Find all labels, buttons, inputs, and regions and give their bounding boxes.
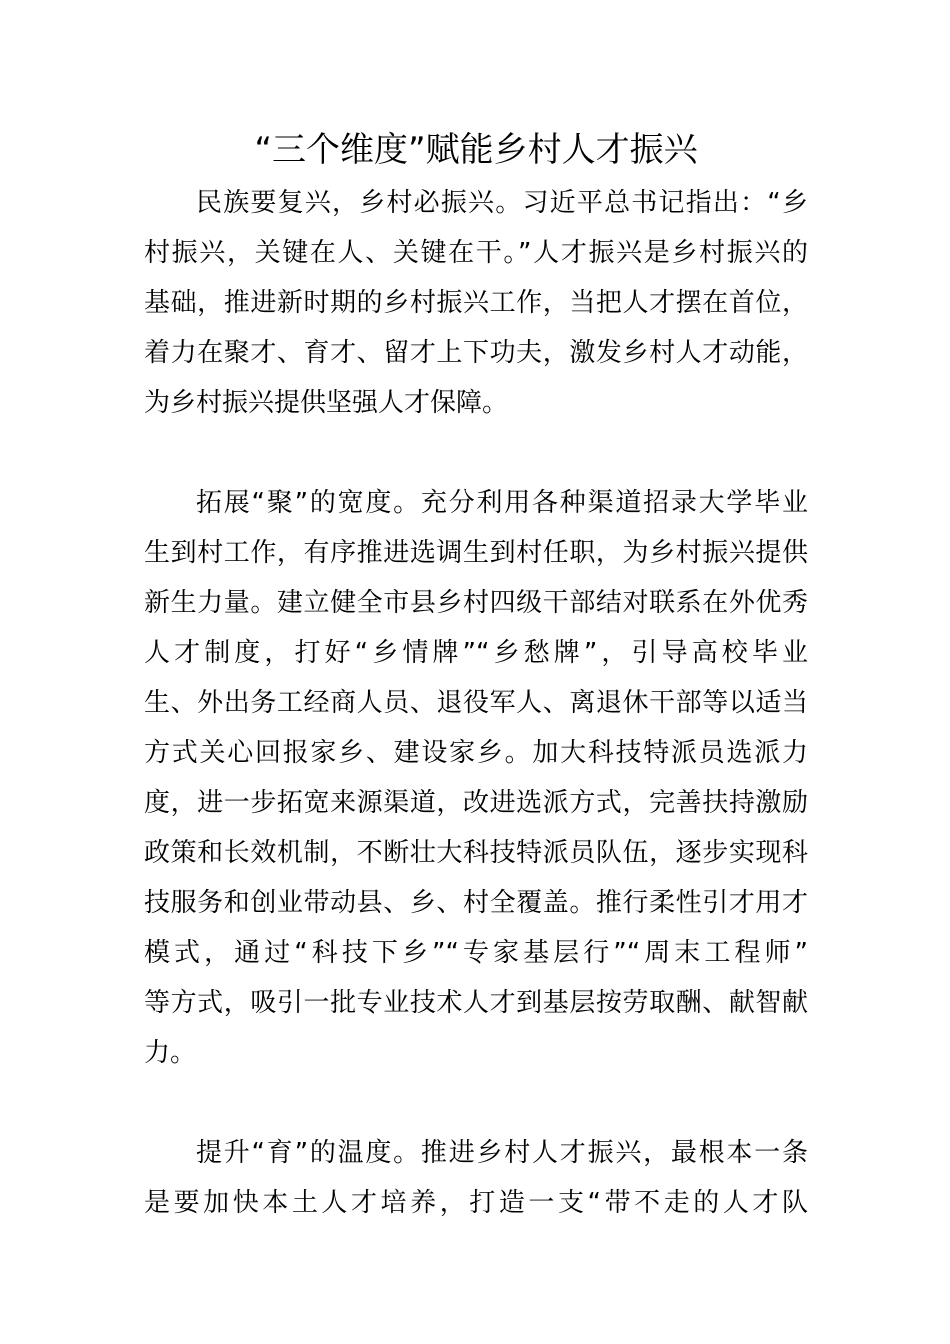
paragraph-line: 拓展“聚”的宽度。充分利用各种渠道招录大学毕业 xyxy=(196,488,808,518)
paragraph-line: 生到村工作，有序推进选调生到村任职，为乡村振兴提供 xyxy=(144,538,808,568)
paragraph-line: 政策和长效机制，不断壮大科技特派员队伍，逐步实现科 xyxy=(144,838,808,868)
paragraph-line: 民族要复兴，乡村必振兴。习近平总书记指出：“乡 xyxy=(196,188,808,218)
paragraph-gather xyxy=(144,478,808,1078)
paragraph-line: 基础，推进新时期的乡村振兴工作，当把人才摆在首位， xyxy=(144,288,808,318)
paragraph-line: 为乡村振兴提供坚强人才保障。 xyxy=(144,388,509,418)
document-page xyxy=(144,122,808,1228)
document-body xyxy=(144,178,808,1228)
paragraph-line: 着力在聚才、育才、留才上下功夫，激发乡村人才动能， xyxy=(144,338,808,368)
paragraph-intro xyxy=(144,178,808,428)
paragraph-cultivate xyxy=(144,1128,808,1228)
paragraph-line: 力。 xyxy=(144,1038,197,1068)
paragraph-line: 生、外出务工经商人员、退役军人、离退休干部等以适当 xyxy=(144,688,808,718)
paragraph-spacer xyxy=(144,1078,808,1128)
paragraph-spacer xyxy=(144,428,808,478)
paragraph-line: 技服务和创业带动县、乡、村全覆盖。推行柔性引才用才 xyxy=(144,888,808,918)
paragraph-line: 新生力量。建立健全市县乡村四级干部结对联系在外优秀 xyxy=(144,588,808,618)
paragraph-line: 模式，通过“科技下乡”“专家基层行”“周末工程师” xyxy=(144,938,808,968)
paragraph-line: 方式关心回报家乡、建设家乡。加大科技特派员选派力 xyxy=(144,738,808,768)
paragraph-line: 提升“育”的温度。推进乡村人才振兴，最根本一条 xyxy=(196,1138,808,1168)
paragraph-line: 村振兴，关键在人、关键在干。”人才振兴是乡村振兴的 xyxy=(144,238,808,268)
document-title: “三个维度”赋能乡村人才振兴 xyxy=(254,130,698,170)
paragraph-line: 是要加快本土人才培养，打造一支“带不走的人才队 xyxy=(144,1188,808,1218)
paragraph-line: 人才制度，打好“乡情牌”“乡愁牌”，引导高校毕业 xyxy=(144,638,808,668)
paragraph-line: 度，进一步拓宽来源渠道，改进选派方式，完善扶持激励 xyxy=(144,788,808,818)
paragraph-line: 等方式，吸引一批专业技术人才到基层按劳取酬、献智献 xyxy=(144,988,808,1018)
